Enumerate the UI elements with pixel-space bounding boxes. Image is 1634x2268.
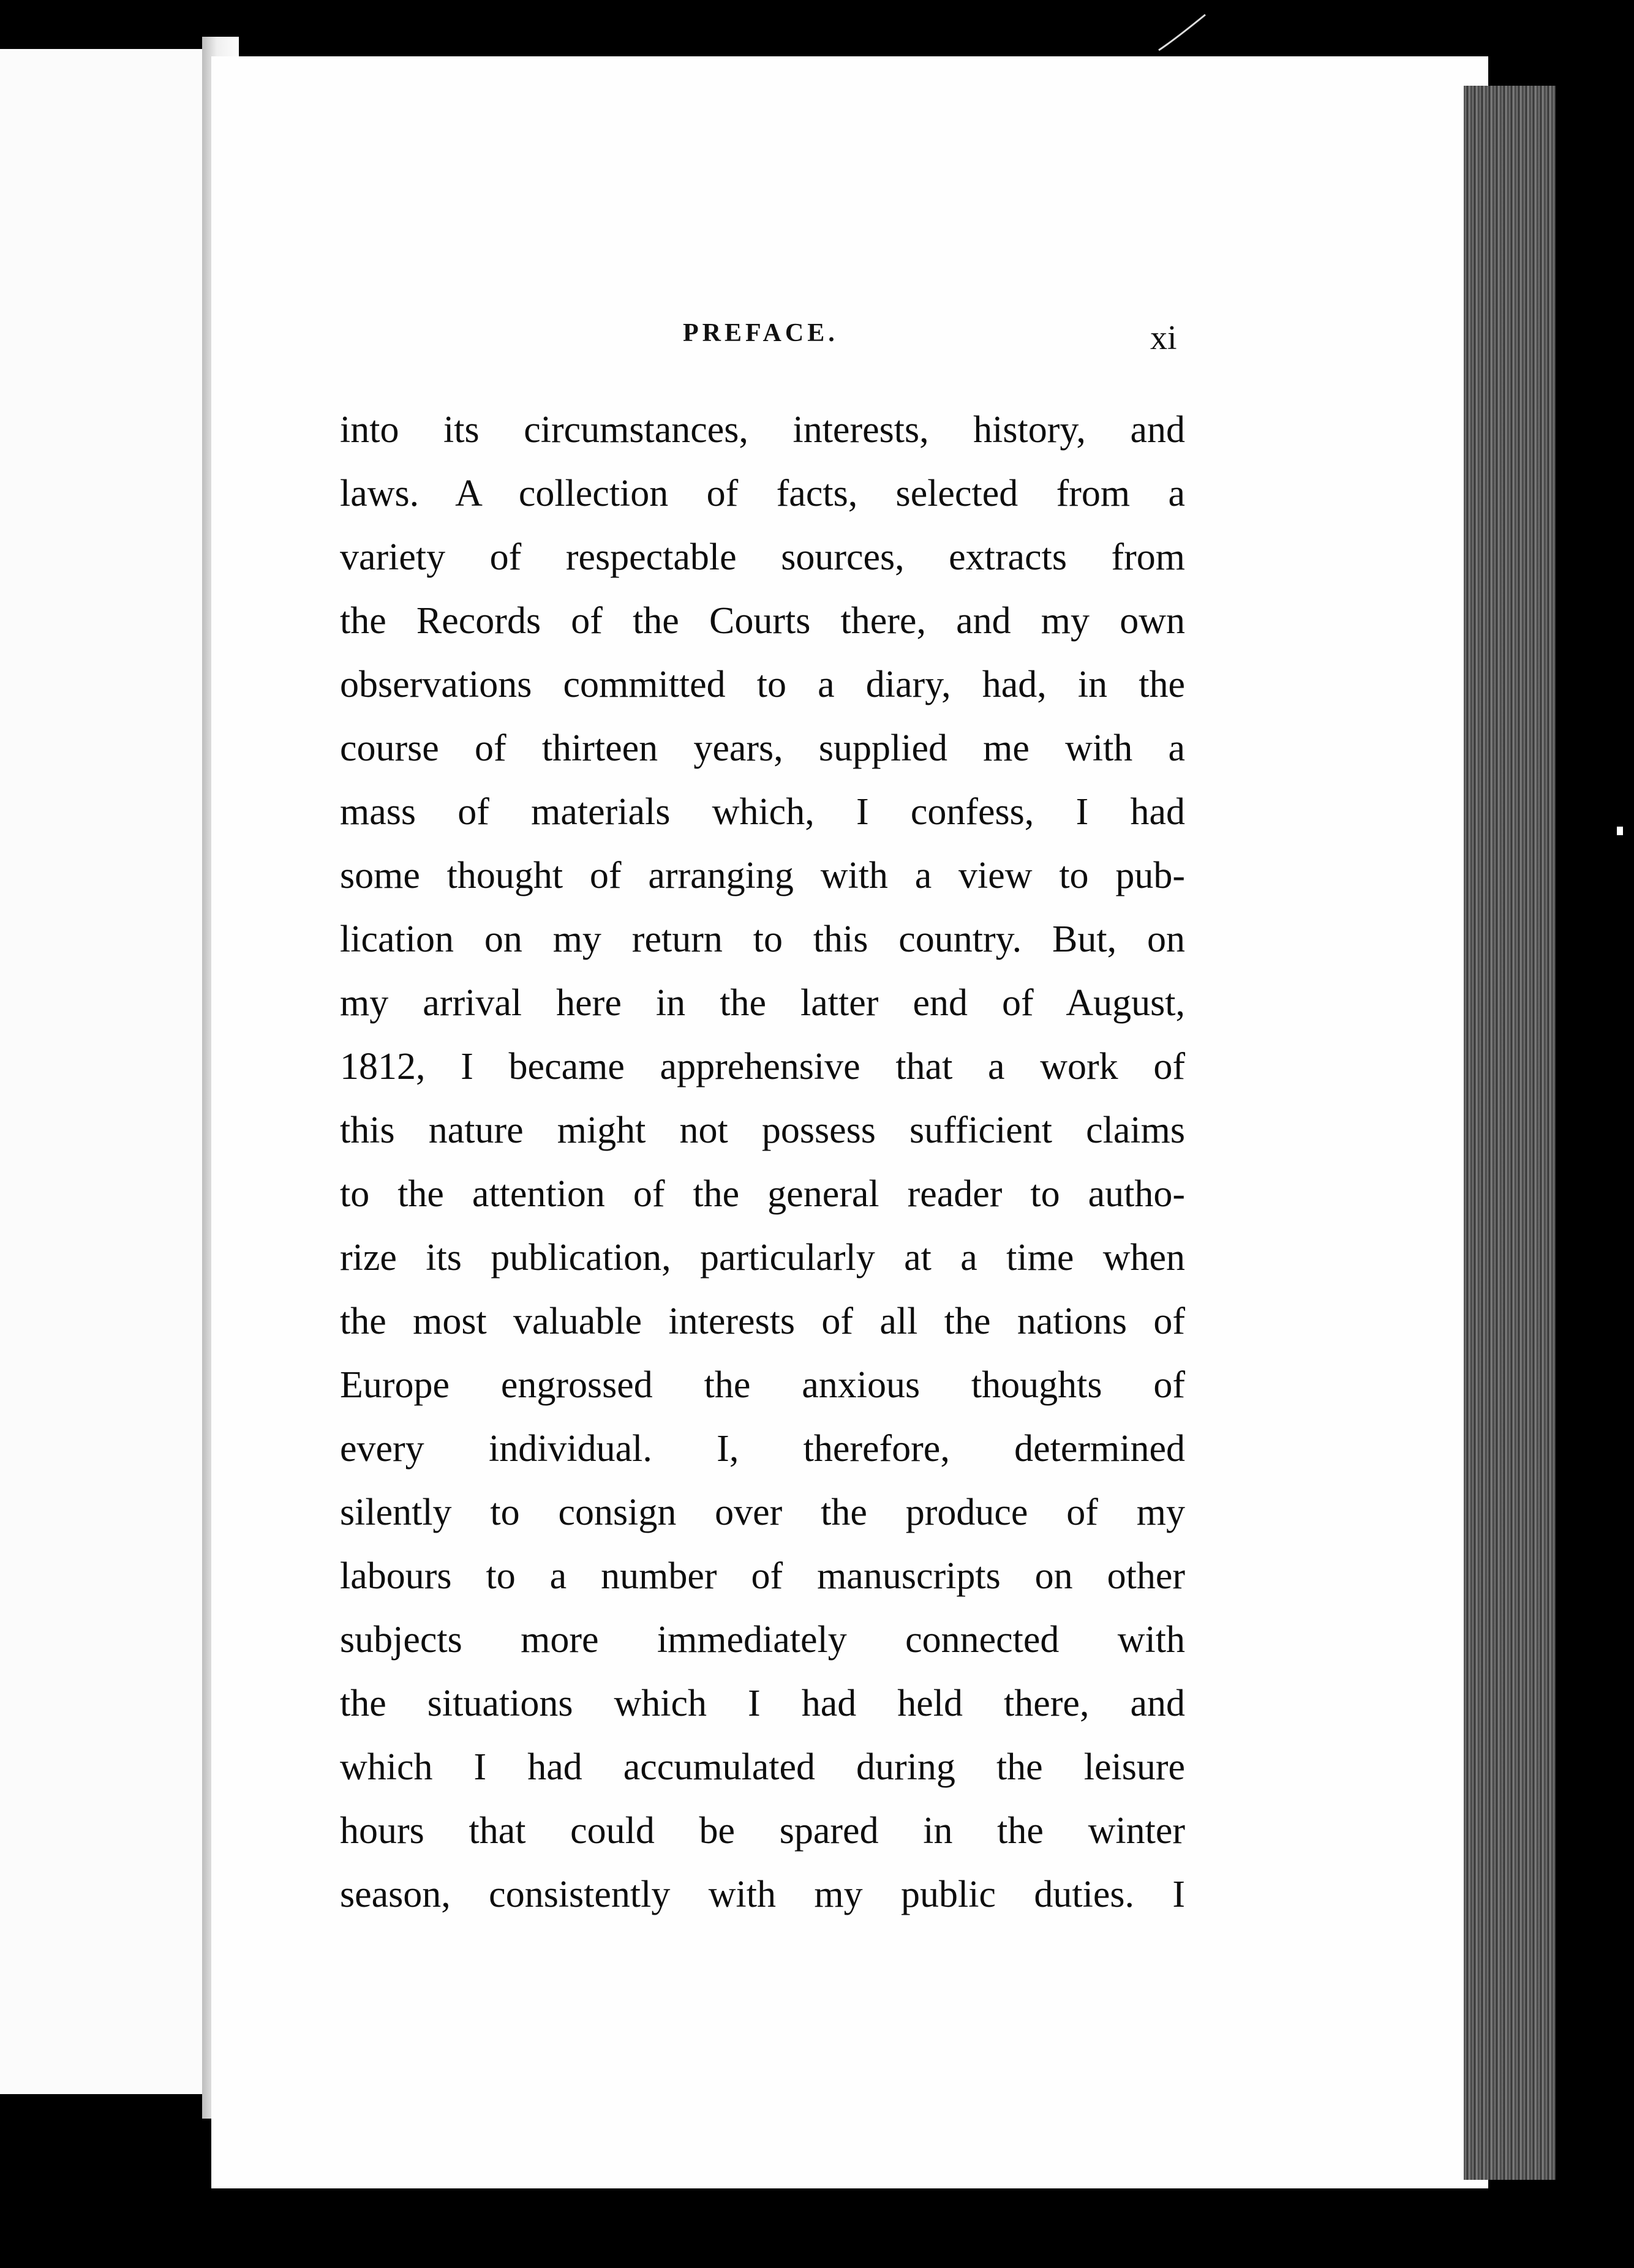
text-line: Europe engrossed the anxious thoughts of <box>340 1364 1185 1406</box>
page-number: xi <box>1150 319 1177 357</box>
text-line: 1812, I became apprehensive that a work of <box>340 1046 1185 1087</box>
text-line: silently to consign over the produce of my <box>340 1492 1185 1533</box>
text-line: mass of materials which, I confess, I had <box>340 791 1185 833</box>
text-line: every individual. I, therefore, determined <box>340 1428 1185 1470</box>
text-line: labours to a number of manuscripts on other <box>340 1555 1185 1597</box>
text-line: hours that could be spared in the winter <box>340 1810 1185 1852</box>
body-text <box>340 398 1185 1926</box>
text-line: into its circumstances, interests, history, and <box>340 409 1185 451</box>
text-line: this nature might not possess sufficient claims <box>340 1110 1185 1151</box>
text-line: observations committed to a diary, had, in the <box>340 664 1185 705</box>
text-line: my arrival here in the latter end of August, <box>340 982 1185 1024</box>
text-line: season, consistently with my public duties. I <box>340 1874 1185 1915</box>
text-line: which I had accumulated during the leisure <box>340 1746 1185 1788</box>
text-line: lication on my return to this country. But, on <box>340 918 1185 960</box>
pencil-tick-mark <box>1158 12 1207 55</box>
text-line: the most valuable interests of all the nations of <box>340 1301 1185 1342</box>
text-line: the Records of the Courts there, and my own <box>340 600 1185 642</box>
left-page <box>0 49 206 2094</box>
text-line: laws. A collection of facts, selected from a <box>340 473 1185 514</box>
text-line: the situations which I had held there, and <box>340 1683 1185 1724</box>
running-head: PREFACE. <box>683 319 838 347</box>
margin-speck <box>1617 827 1623 835</box>
page-edge <box>1464 86 1556 2180</box>
text-line: subjects more immediately connected with <box>340 1619 1185 1661</box>
text-line: variety of respectable sources, extracts from <box>340 536 1185 578</box>
text-line: course of thirteen years, supplied me with a <box>340 727 1185 769</box>
text-line: rize its publication, particularly at a time when <box>340 1237 1185 1279</box>
text-line: some thought of arranging with a view to pub- <box>340 855 1185 896</box>
text-line: to the attention of the general reader to autho- <box>340 1173 1185 1215</box>
